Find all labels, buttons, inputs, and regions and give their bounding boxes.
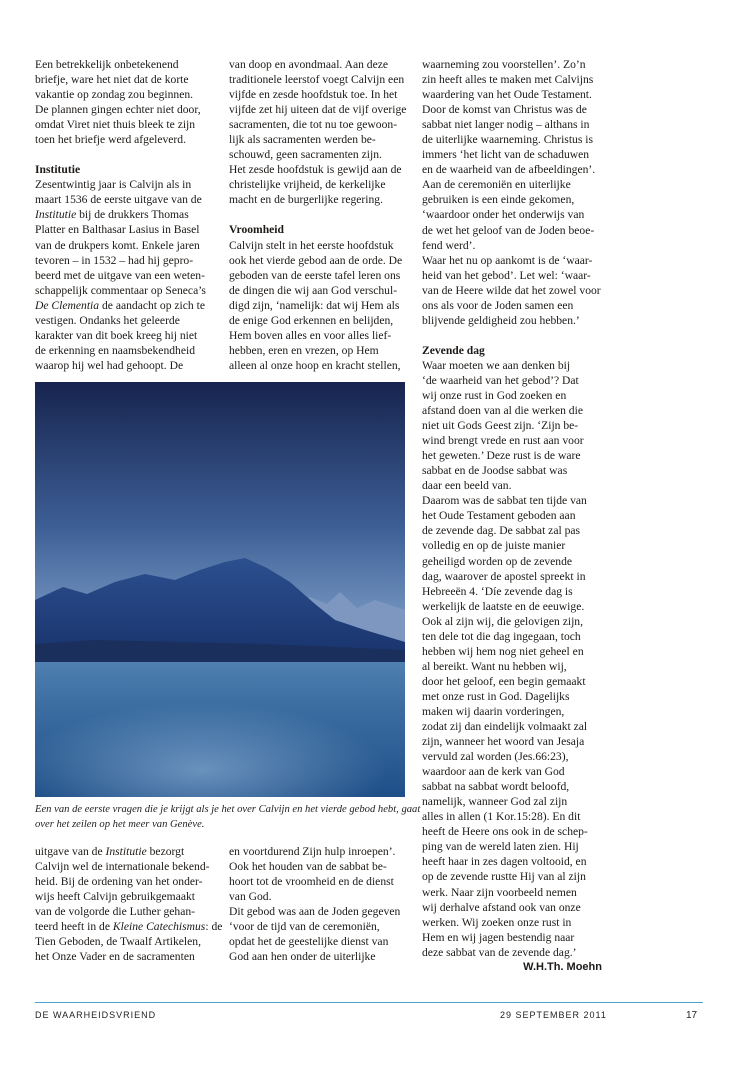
text-line: en voortdurend Zijn hulp inroepen’. [229,845,396,858]
text-line: met onze rust in God. Dagelijks [422,689,570,703]
text-line: macht en de burgerlijke regering. [229,193,383,207]
text-line: van de volgorde die Luther gehan- [35,905,195,919]
text-line: het Onze Vader en de sacramenten [35,950,195,964]
text-line: karakter van dit boek kreeg hij niet [35,328,198,342]
text-line: heeft de Heere ons ook in de schep- [422,825,588,839]
text-line: Calvijn wel de internationale bekend- [35,860,210,874]
text-line: Calvijn stelt in het eerste hoofdstuk [229,238,394,252]
text-line: het geweten.’ Deze rust is de ware [422,449,581,463]
lake-geneva-photo [35,382,405,797]
text-line: Hem en wij jagen bestendig naar [422,930,575,944]
text-line: sabbat en de Joodse sabbat was [422,464,568,478]
text-line: alles in allen (1 Kor.15:28). En dit [422,810,581,824]
text-fragment: bezorgt [146,845,185,858]
text-line: en de waarheid van de afbeeldingen’. [422,163,596,177]
text-line: wij derhalve afstand ook van onze [422,900,581,914]
text-line: Ook al zijn wij, die gelovigen zijn, [422,614,583,628]
text-line: de dingen die wij aan God verschul- [229,283,398,297]
text-line: Het zesde hoofdstuk is gewijd aan de [229,163,402,177]
text-line: de erkenning en naamsbekendheid [35,343,195,357]
text-line: waarneming zou voorstellen’. Zo’n [422,58,586,71]
text-line: alleen al onze hoop en kracht stellen, [229,358,401,372]
text-line: Door de komst van Christus was de [422,103,587,117]
text-line: de zevende dag. De sabbat zal pas [422,524,581,538]
text-line: lijk als sacramenten werden be- [229,133,376,147]
text-line: Dit gebod was aan de Joden gegeven [229,905,401,919]
text-line: beerd met de uitgave van een weten- [35,268,205,282]
book-title-kleine-catechismus: Kleine Catechismus [112,920,206,934]
footer-divider [35,1002,703,1003]
text-line: vijfde en zesde hoofdstuk toe. In het [229,88,398,102]
text-line: de uiterlijke waarneming. Christus is [422,133,593,147]
text-line: gebruiken is een einde gekomen, [422,193,575,207]
text-line: waarop hij wel had gehoopt. De [35,358,184,372]
text-line: digd zijn, ‘namelijk: dat wij Hem als [229,298,400,312]
lake-mountains-image [35,382,405,797]
text-line: Daarom was de sabbat ten tijde van [422,494,587,508]
text-fragment: teerd heeft in de [35,920,113,934]
text-line: van de drukpers komt. Enkele jaren [35,238,200,252]
column-3 [422,57,602,975]
text-line: Waar het nu op aankomt is de ‘waar- [422,253,593,267]
text-line: omdat Viret niet thuis bleek te zijn [35,118,196,132]
text-line: waardering van het Oude Testament. [422,88,592,102]
text-line: werken. Wij zoeken onze rust in [422,915,572,929]
text-line: maken wij daarin vorderingen, [422,704,565,718]
text-line: christelijke vrijheid, de kerkelijke [229,178,386,192]
book-title-institutie: Institutie [35,208,77,222]
text-fragment: bij de drukkers Thomas [76,208,189,222]
text-line: briefje, ware het niet dat de korte [35,73,189,87]
text-line: hoort tot de vroomheid en de dienst [229,875,394,889]
text-line: hebben wij hem nog niet geheel en [422,644,584,658]
text-line: volledig en op de juiste manier [422,539,566,553]
text-line: Waar moeten we aan denken bij [422,358,571,372]
text-line: sacramenten, die tot nu toe gewoon- [229,118,398,132]
text-line: vakantie op zondag zou beginnen. [35,88,194,102]
text-line: daar een beeld van. [422,479,512,493]
publication-name: DE WAARHEIDSVRIEND [35,1010,157,1020]
text-line: ‘voor de tijd van de ceremoniën, [229,920,380,934]
text-line [35,844,215,859]
text-line: wijs heeft Calvijn gebruikgemaakt [35,890,196,904]
text-fragment: : de [205,920,223,934]
text-line: dag, waarover de apostel spreekt in [422,569,586,583]
text-line: geboden van de eerste tafel leren ons [229,268,401,282]
text-line: fend werd’. [422,238,476,252]
book-title-institutie: Institutie [105,845,147,858]
text-line: toen het briefje werd afgeleverd. [35,133,186,147]
text-line: Zesentwintig jaar is Calvijn als in [35,178,192,192]
text-line: blijvende geldigheid zou hebben.’ [422,313,580,327]
text-line: schouwd, geen sacramenten zijn. [229,148,382,162]
column-4 [35,844,223,964]
text-line: de enige God erkennen en belijden, [229,313,394,327]
text-line: de wet het geloof van de Joden beoe- [422,223,595,237]
text-line: Hem boven alles en voor alles lief- [229,328,392,342]
text-line: ons als voor de Joden samen een [422,298,574,312]
text-line: sabbat niet langer nodig – althans in [422,118,590,132]
text-line: heid. Bij de ordening van het onder- [35,875,203,889]
photo-caption [35,802,421,832]
text-line: heeft haar in zes dagen voltooid, en [422,855,587,869]
text-line: De plannen gingen echter niet door, [35,103,201,117]
text-line: op de zevende rustte Hij van al zijn [422,870,586,884]
text-line [35,298,215,313]
text-line: immers ‘het licht van de schaduwen [422,148,590,162]
text-fragment: uitgave van de [35,845,106,858]
text-line: ten dele tot die dag ingegaan, toch [422,629,581,643]
issue-date: 29 SEPTEMBER 2011 [500,1010,607,1020]
section-heading-zevende-dag: Zevende dag [422,343,485,357]
column-5 [229,844,409,964]
text-line: ‘waardoor onder het onderwijs van [422,208,585,222]
text-line: traditionele leerstof voegt Calvijn een [229,73,405,87]
text-line: Aan de ceremoniën en uiterlijke [422,178,571,192]
section-heading-institutie: Institutie [35,163,81,177]
text-line: zodat zij dan eindelijk volmaakt zal [422,720,588,734]
text-line: geheiligd worden op de zevende [422,554,573,568]
column-2 [229,57,409,373]
text-line: tevoren – in 1532 – had hij gepro- [35,253,194,267]
text-line: door het geloof, een begin gemaakt [422,674,586,688]
text-line: sabbat na sabbat wordt beloofd, [422,780,570,794]
page-number: 17 [686,1010,698,1021]
text-line: Platter en Balthasar Lasius in Basel [35,223,200,237]
text-line: deze sabbat van de zevende dag.’ [422,945,577,959]
text-line: maart 1536 de eerste uitgave van de [35,193,202,207]
caption-line: over het zeilen op het meer van Genève. [35,819,205,830]
text-line: wij onze rust in God zoeken en [422,388,567,402]
water-reflection [35,662,405,797]
text-line: vervuld zal worden (Jes.66:23), [422,750,569,764]
text-line: hebben, eren en vrezen, op Hem [229,343,379,357]
text-line: namelijk, wanneer God zal zijn [422,795,568,809]
text-line: van God. [229,890,272,904]
text-line: van doop en avondmaal. Aan deze [229,58,389,71]
text-line: ‘de waarheid van het gebod’? Dat [422,373,579,387]
book-title-de-clementia: De Clementia [35,298,100,312]
text-fragment: de aandacht op zich te [99,298,205,312]
text-line: zin heeft alles te maken met Calvijns [422,73,594,87]
text-line: opdat het de geestelijke dienst van [229,935,389,949]
text-line: Tien Geboden, de Twaalf Artikelen, [35,935,201,949]
text-line: van de Heere wilde dat het zowel voor [422,283,601,297]
section-heading-vroomheid: Vroomheid [229,223,284,237]
text-line: zijn, wanneer het woord van Jesaja [422,735,585,749]
column-1 [35,57,215,373]
text-line: vijfde zet hij uiteen dat de vijf overige [229,103,407,117]
text-line: God aan hen onder de uiterlijke [229,950,376,964]
author-signature: W.H.Th. Moehn [523,960,602,973]
text-line: het Oude Testament geboden aan [422,509,576,523]
text-line: vestigen. Ondanks het geleerde [35,313,180,327]
text-line: niet uit Gods Geest zijn. ‘Zijn be- [422,419,579,433]
text-line: heid van het gebod’. Let wel: ‘waar- [422,268,591,282]
text-line: al bereikt. Want nu hebben wij, [422,659,567,673]
caption-line: Een van de eerste vragen die je krijgt als je het over Calvijn en het vierde gebod hebt, gaat [35,804,421,815]
text-line: wind brengt vrede en rust aan voor [422,434,584,448]
text-line: Ook het houden van de sabbat be- [229,860,387,874]
text-line: schappelijk commentaar op Seneca’s [35,283,206,297]
text-line [35,919,223,934]
text-line: Hebreeën 4. ‘Díe zevende dag is [422,584,573,598]
text-line [35,207,215,222]
text-line: afstand doen van al die werken die [422,404,583,418]
text-line: Een betrekkelijk onbetekenend [35,58,179,71]
text-line: ping van de wereld laten zien. Hij [422,840,579,854]
text-line: werk. Naar zijn voorbeeld nemen [422,885,577,899]
text-line: werkelijk de laatste en de eeuwige. [422,599,585,613]
text-line: ook het vierde gebod aan de orde. De [229,253,403,267]
text-line: waardoor aan de kerk van God [422,765,565,779]
